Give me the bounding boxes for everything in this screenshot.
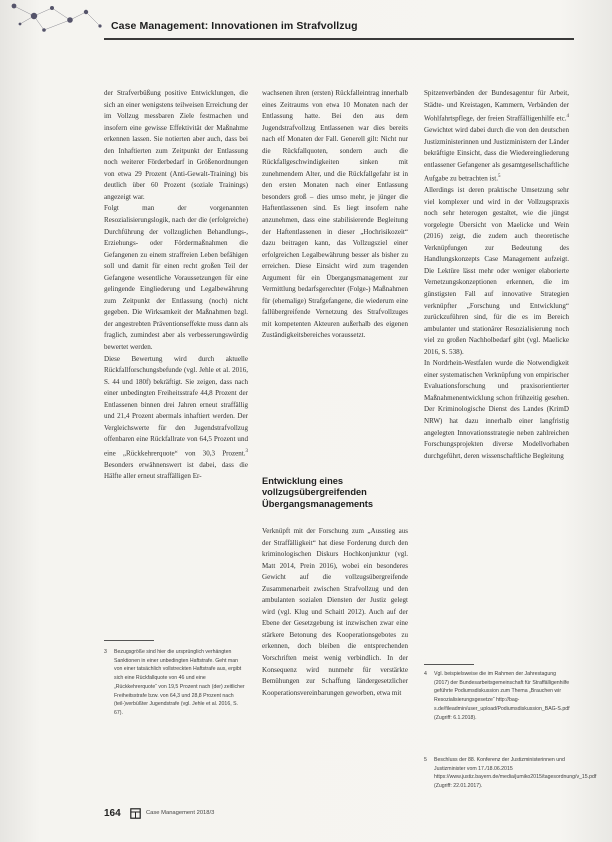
footnote-reference[interactable]: 3 [245,448,248,454]
footnote [424,670,570,722]
footnote-reference[interactable]: 5 [497,174,501,180]
paragraph: In Nordrhein-Westfalen wurde die Notwendigkeit einer systematischen Verknüpfung von empirischer Evaluationsforschung und praxisorientierter Maßnahmenentwicklung schon frühzeitig gesehen. Der Kriminologische Dienst des Landes (KrimD NRW) hat dazu innerhalb einer langfristig angelegten Innovationsstrategie neben zahlreichen Forschungsprojekten diverse Modellvorhaben durchgeführt, deren wissenschaftliche Begleitung [424,359,569,460]
page-number: 164 [104,808,121,819]
footnote-reference[interactable]: 4 [566,114,569,120]
text-column-middle-continued [262,526,408,699]
footnote-separator [424,664,474,665]
journal-name: Case Management 2018/3 [146,810,215,816]
paragraph: wachsenen ihren (ersten) Rückfalleintrag innerhalb eines Zeitraums von etwa 10 Monaten nach der Entlassung hatte. Bei den aus dem Jugendstrafvollzug Entlassenen war dies bereits nach elf Monaten der Fall. Generell gilt: Nicht nur die Rückfallquoten, sondern auch die Rückfallgeschwindigkeiten sinken mit zunehmendem Alter, und die Rückfallgefahr ist in den ersten Monaten nach einer Entlassung besonders groß – dies umso mehr, je jünger die Haftentlassenen sind. Es liegt insofern nahe anzunehmen, dass eine stabilisierende Begleitung der Haftentlassenen in dieser „Hochrisikozeit“ dazu beitragen kann, das Vollzugsziel einer erfolgreichen Legalbewährung besser als bisher zu erreichen. Diese Einsicht wird zum tragenden Argument für ein Übergangsmanagement zur Vermittlung bedarfsgerechter (Folge-) Maßnahmen für (ehemalige) Strafgefangene, die wiederum eine fallübergreifende Vernetzung des Strafvollzuges mit kompetenten Akteuren außerhalb des eigenen Zuständigkeitsbereiches voraussetzt. [262,89,408,340]
text-column-middle [262,88,408,342]
paragraph: Diese Bewertung wird durch aktuelle Rückfallforschungsbefunde (vgl. Jehle et al. 2016, S. 44 und 180f) bekräftigt. Sie zeigen, dass nach einer unbedingten Freiheitsstrafe 44,8 Prozent der Entlassenen binnen drei Jahren erneut straffällig und 21,4 Prozent abermals inhaftiert werden. Der Vergleichswerte für den Jugendstrafvollzug offenbaren eine Rückfallrate von 64,5 Prozent und eine „Rückkehrerquote“ von 30,3 Prozent.$^3$ Besonders erwähnenswert ist dabei, dass die Hälfte aller erneut straffälligen Er- [104,354,248,481]
paragraph: der Strafverbüßung positive Entwicklungen, die sich an einer wenigstens teilweisen Erreichung der im Vollzug messbaren Ziele festmachen und insofern eine gewisse Effektivität der Maßnahme erkennen lassen. Sie notierten aber auch, dass bei den Inhaftierten zum Zeitpunkt der Entlassung noch weiterer Förderbedarf in Größenordnungen von etwa 29 Prozent (Anti-Gewalt-Training) bis deutlich über 60 Prozent (soziale Trainings) angezeigt war. [104,89,248,201]
section-heading: Entwicklung eines vollzugsübergreifenden Übergangsmanagements [262,476,374,509]
paragraph: Verknüpft mit der Forschung zum „Ausstieg aus der Straffälligkeit“ hat diese Forderung durch den kriminologischen Diskurs Hochkonjunktur (vgl. Matt 2014, Prein 2016), wobei ein besonderes Gewicht auf die vollzugsübergreifende Zusammenarbeit zwischen Strafvollzug und den ambulanten sozialen Diensten der Justiz gelegt wird (vgl. Klug und Schaitl 2012). Auch auf der Ebene der Gesetzgebung ist inzwischen zwar eine stärkere Betonung des Kooperationsgebotes zu erkennen, doch bleiben die entsprechenden Vorschriften meist wenig verbindlich. In der Konsequenz wird nunmehr für verstärkte Bemühungen zur Schaffung ländergesetzlicher Kooperationsvereinbarungen geworben, etwa mit [262,527,408,697]
paragraph: Allerdings ist deren praktische Umsetzung sehr viel komplexer und wird in der Vollzugspraxis noch sehr heterogen gestaltet, wie die jüngst vorgelegte Übersicht von Maelicke und Wein (2016) zeigt, die zudem auch theoretische Verknüpfungen zur Bedeutung des Handlungskonzepts Case Management aufzeigt. Die Lektüre lässt mehr oder weniger elaborierte Vernetzungskonzeptionen erkennen, die im günstigsten Fall auf innovative Strategien verknüpfter „Forschung und Entwicklung“ zurückzuführen sind, für die es im Bereich ambulanter und stationärer Resozialisierung noch viel zu großen Nachholbedarf gibt (vgl. Maelicke 2016, S. 538). [424,186,569,356]
book-icon [130,808,141,819]
text-column-left [104,88,248,483]
paragraph: Spitzenverbänden der Bundesagentur für Arbeit, Städte- und Kreistagen, Kammern, Verbänden der Wohlfahrtspflege, der freien Straffälligenhilfe etc.$^4$ Gewichtet wird dabei durch die von den deutschen Justizministerinnen und Justizministern der Länder bekräftigte Einsicht, dass die Wiedereingliederung entlassener Gefangener als gesamtgesellschaftliche Aufgabe zu betrachten ist.$^5$ [424,89,569,183]
footnote-text: Vgl. beispielsweise die im Rahmen der Jahrestagung (2017) der Bundesarbeitsgemeinschaft für Straffälligenhilfe geführte Podiumsdiskussion zum Thema „Brauchen wir Resozialisierungsgesetze“ http://bag-s.de/fileadmin/user_upload/Podiumsdiskussion_BAG-S.pdf (Zugriff: 6.1.2018). [434,671,570,721]
footnote-text: Bezugsgröße sind hier die ursprünglich verhängten Sanktionen in einer unbedingten Haftstrafe. Geht man von einer tatsächlich vollstreckten Haftstrafe aus, ergibt sich eine Rückfallquote von 46 und eine „Rückkehrerquote“ von 19,5 Prozent nach (der) zeitlicher Freiheitsstrafe bzw. von 64,3 und 28,8 Prozent nach (teil-)verbüßter Jugendstrafe (vgl. Jehle et al. 2016, S. 67). [114,649,245,716]
paragraph: Folgt man der vorgenannten Resozialisierungslogik, nach der die (erfolgreiche) Durchführung der vollzuglichen Behandlungs-, Erziehungs- oder Fördermaßnahmen die Gefangenen zu einem straffreien Leben befähigen soll und damit für einen recht großen Teil der Gefangene wesentliche Voraussetzungen für eine gelingende Eingliederung und Legalbewährung zum Zeitpunkt der Entlassung (noch) nicht gegeben. Die Wirksamkeit der Maßnahmen bzgl. der angestrebten Präventionseffekte muss dann als fraglich, zumindest aber als verbesserungswürdig bewertet werden. [104,204,248,352]
footnote-number: 5 [424,757,427,763]
footnote-number: 4 [424,671,427,677]
footnote [424,756,597,791]
footnote-separator [104,640,154,641]
running-header-title: Case Management: Innovationen im Strafvollzug [111,20,358,32]
text-column-right [424,88,569,462]
decorative-network-graphic [0,0,110,42]
footnote-text: Beschluss der 88. Konferenz der Justizministerinnen und Justizminister vom 17./18.06.2015 https://www.justiz.bayern.de/media/jumiko2015/tagesordnung/v_15.pdf (Zugriff: 22.01.2017). [434,757,597,790]
footnote [104,648,246,718]
page-footer [104,808,574,822]
footnote-number: 3 [104,649,107,655]
